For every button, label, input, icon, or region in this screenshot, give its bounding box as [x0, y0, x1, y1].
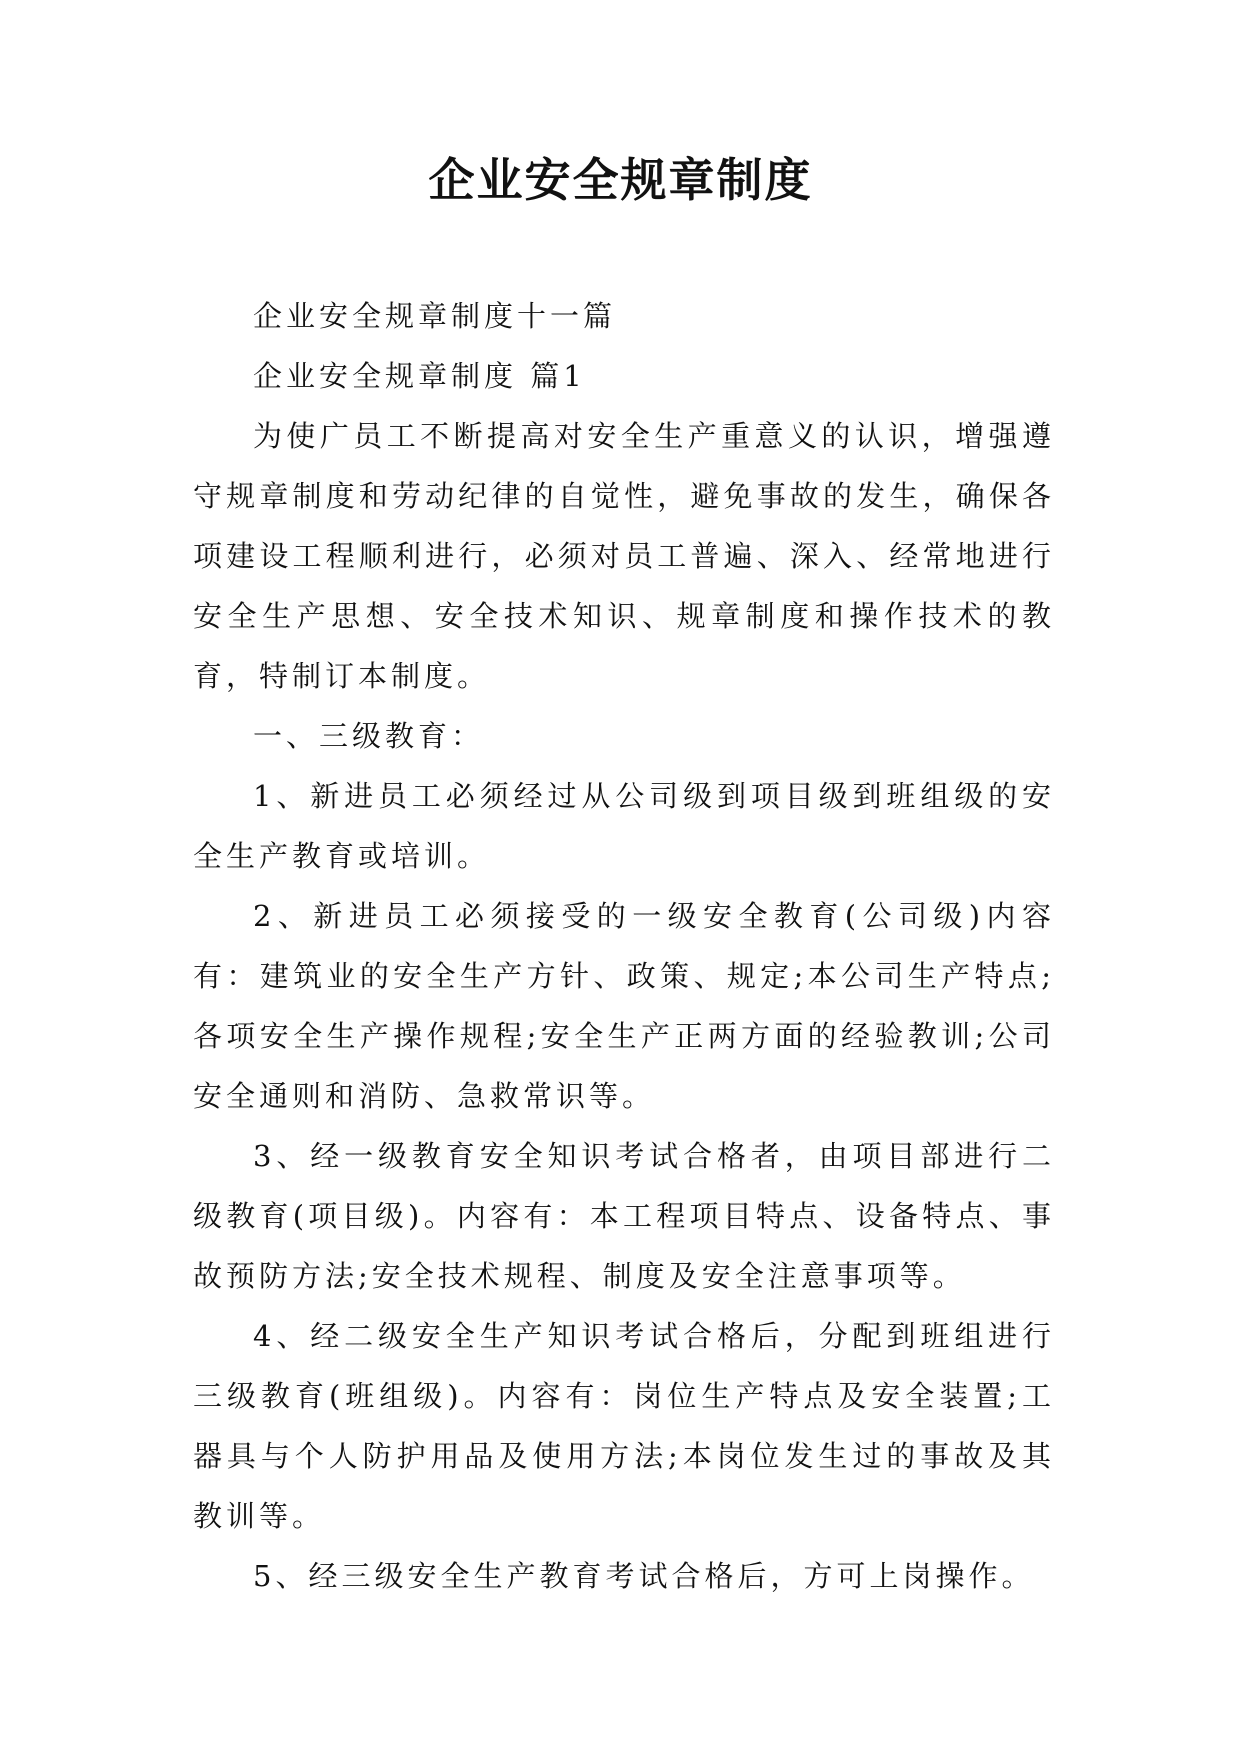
document-body	[193, 286, 1055, 1606]
section-heading-1: 企业安全规章制度 篇1	[253, 359, 586, 393]
document-title: 企业安全规章制度	[428, 153, 813, 207]
list-item-5: 5、经三级安全生产教育考试合格后，方可上岗操作。	[253, 1559, 1035, 1593]
intro-paragraph: 为使广员工不断提高对安全生产重意义的认识，增强遵守规章制度和劳动纪律的自觉性，避免事故的发生，确保各项建设工程顺利进行，必须对员工普遍、深入、经常地进行安全生产思想、安全技术知识、规章制度和操作技术的教育，特制订本制度。	[193, 419, 1055, 693]
list-item-3: 3、经一级教育安全知识考试合格者，由项目部进行二级教育(项目级)。内容有：本工程项目特点、设备特点、事故预防方法;安全技术规程、制度及安全注意事项等。	[193, 1139, 1055, 1293]
list-item-4: 4、经二级安全生产知识考试合格后，分配到班组进行三级教育(班组级)。内容有：岗位生产特点及安全装置;工器具与个人防护用品及使用方法;本岗位发生过的事故及其教训等。	[193, 1319, 1055, 1533]
list-item-2: 2、新进员工必须接受的一级安全教育(公司级)内容有：建筑业的安全生产方针、政策、规定;本公司生产特点;各项安全生产操作规程;安全生产正两方面的经验教训;公司安全通则和消防、急救常识等。	[193, 899, 1055, 1113]
subtitle-line: 企业安全规章制度十一篇	[253, 299, 617, 333]
section-heading-three-level-education: 一、三级教育：	[253, 719, 485, 753]
list-item-1: 1、新进员工必须经过从公司级到项目级到班组级的安全生产教育或培训。	[193, 779, 1055, 873]
